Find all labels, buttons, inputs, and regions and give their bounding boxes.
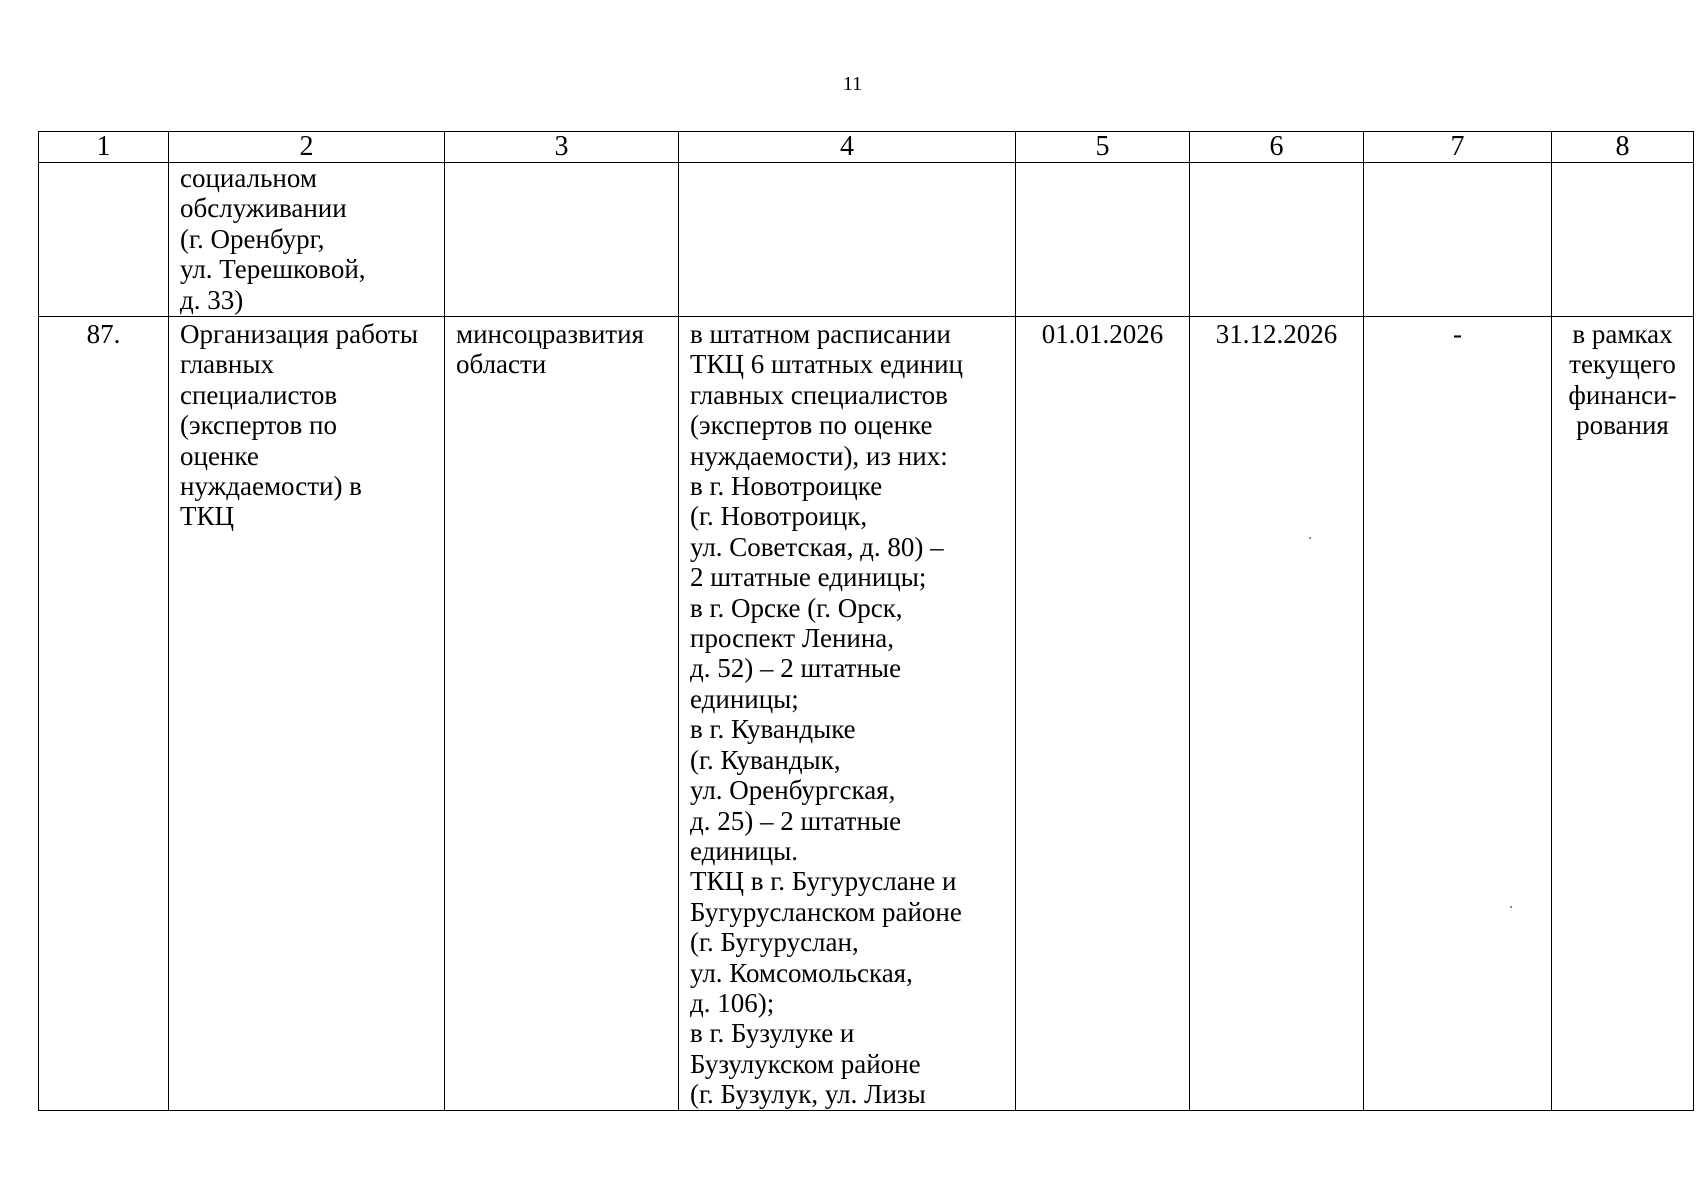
cont-cell-5 bbox=[1016, 163, 1190, 317]
col7-cell: - bbox=[1364, 317, 1552, 1111]
table-header-row bbox=[39, 132, 1694, 163]
cont-cell-7 bbox=[1364, 163, 1552, 317]
cont-cell-4 bbox=[679, 163, 1016, 317]
responsible-cell: минсоцразвития области bbox=[445, 317, 679, 1111]
table-row-continuation bbox=[39, 163, 1694, 317]
header-col-8: 8 bbox=[1552, 132, 1694, 163]
row-number: 87. bbox=[39, 317, 169, 1111]
header-col-7: 7 bbox=[1364, 132, 1552, 163]
table-row-87 bbox=[39, 317, 1694, 1111]
header-col-3: 3 bbox=[445, 132, 679, 163]
header-col-4: 4 bbox=[679, 132, 1016, 163]
end-date-cell: 31.12.2026 bbox=[1190, 317, 1364, 1111]
cont-cell-1 bbox=[39, 163, 169, 317]
header-col-5: 5 bbox=[1016, 132, 1190, 163]
header-col-6: 6 bbox=[1190, 132, 1364, 163]
financing-cell: в рамках текущего финанси- рования bbox=[1552, 317, 1694, 1111]
activity-cell: Организация работы главных специалистов (экспертов по оценке нуждаемости) в ТКЦ bbox=[169, 317, 445, 1111]
scan-speck bbox=[1510, 906, 1512, 908]
start-date-cell: 01.01.2026 bbox=[1016, 317, 1190, 1111]
header-col-1: 1 bbox=[39, 132, 169, 163]
page-number: 11 bbox=[842, 73, 863, 95]
result-cell: в штатном расписании ТКЦ 6 штатных единиц главных специалистов (экспертов по оценке нуждаемости), из них: в г. Новотроицке (г. Новотроицк, ул. Советская, д. 80) – 2 штатные единицы; в г. Орске (г. Орск, проспект Ленина, д. 52) – 2 штатные единицы; в г. Кувандыке (г. Кувандык, ул. Оренбургская, д. 25) – 2 штатные единицы. ТКЦ в г. Бугуруслане и Бугурусланском районе (г. Бугуруслан, ул. Комсомольская, д. 106); в г. Бузулуке и Бузулукском районе (г. Бузулук, ул. Лизы bbox=[679, 317, 1016, 1111]
cont-cell-activity: социальном обслуживании (г. Оренбург, ул. Терешковой, д. 33) bbox=[169, 163, 445, 317]
header-col-2: 2 bbox=[169, 132, 445, 163]
cont-cell-8 bbox=[1552, 163, 1694, 317]
cont-cell-6 bbox=[1190, 163, 1364, 317]
scan-speck bbox=[1309, 537, 1311, 539]
plan-table bbox=[38, 131, 1694, 1111]
cont-cell-3 bbox=[445, 163, 679, 317]
